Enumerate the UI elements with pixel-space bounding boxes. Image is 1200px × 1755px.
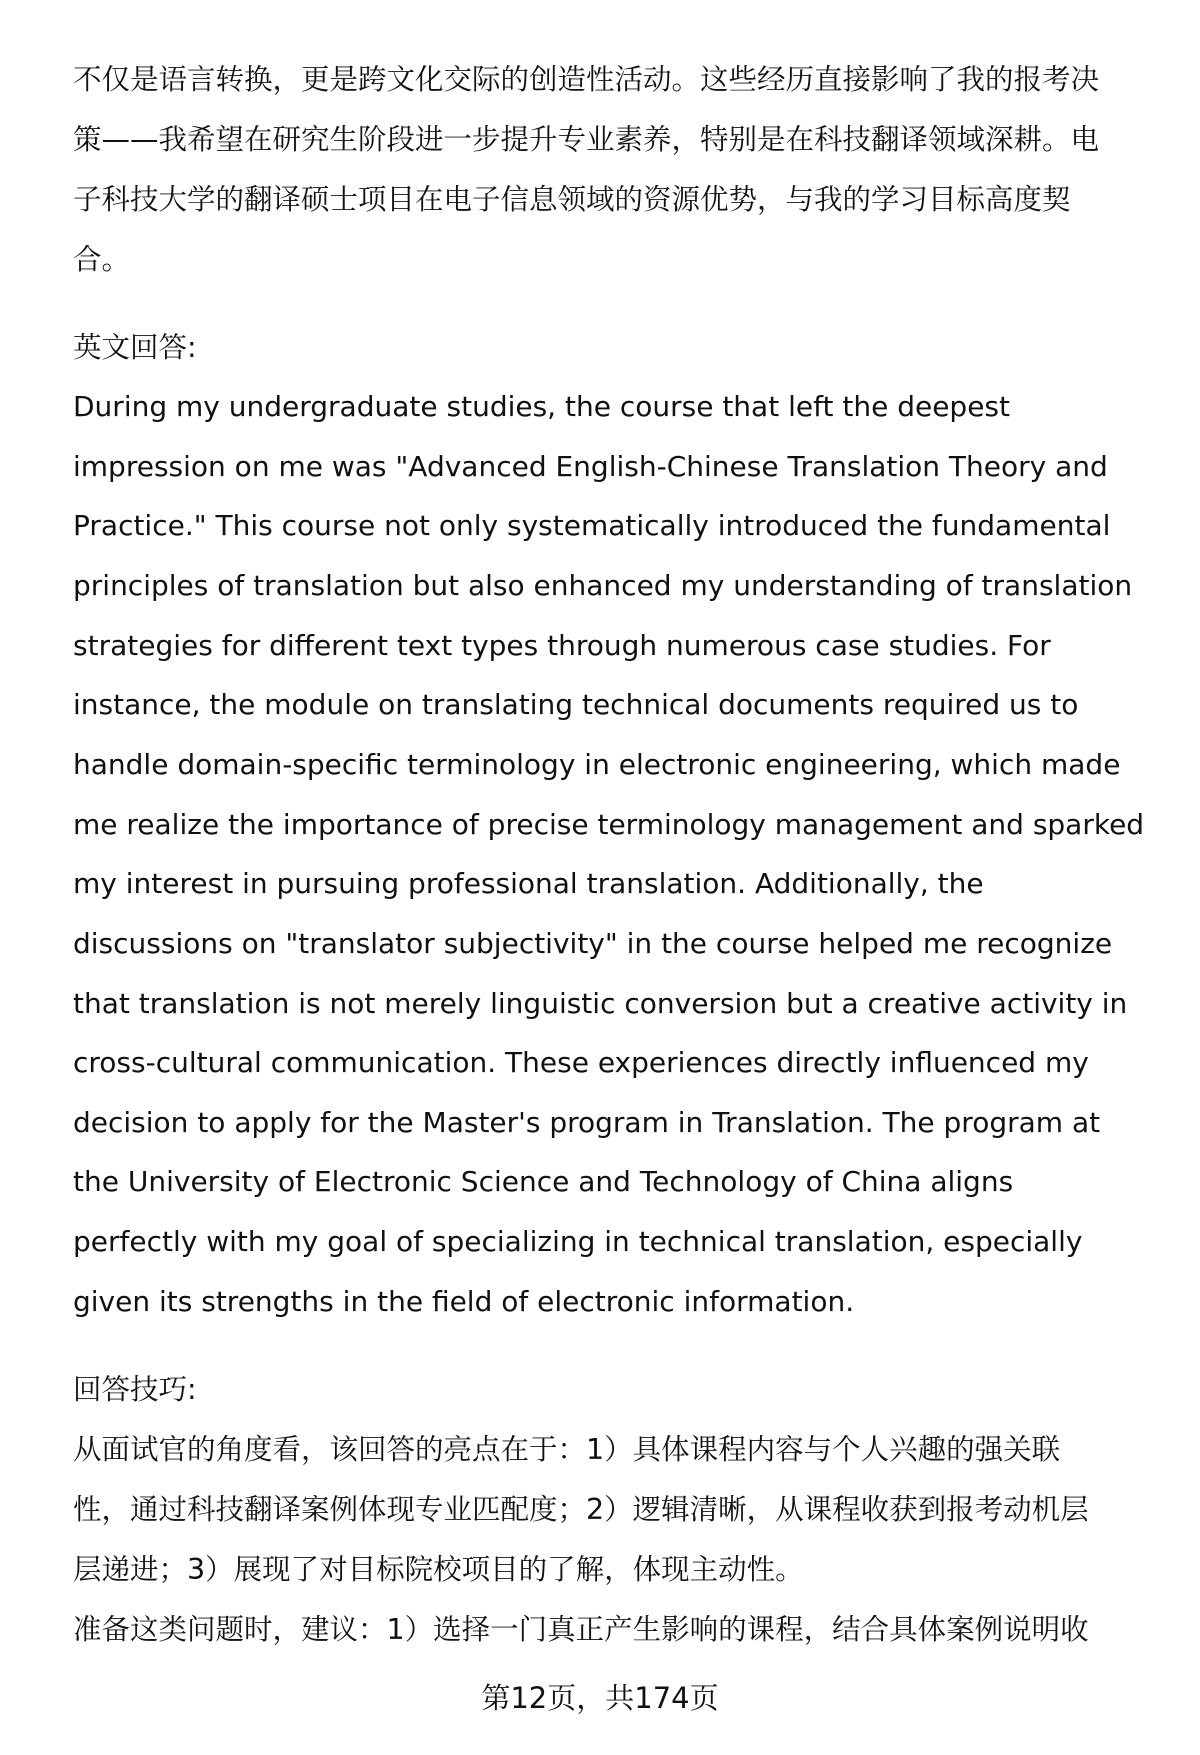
text-line: Practice." This course not only systematically introduced the fundamental xyxy=(73,509,1111,543)
text-line: 性，通过科技翻译案例体现专业匹配度；2）逻辑清晰，从课程收获到报考动机层 xyxy=(73,1493,1089,1526)
section-heading: 回答技巧: xyxy=(73,1373,197,1406)
text-line: 从面试官的角度看，该回答的亮点在于：1）具体课程内容与个人兴趣的强关联 xyxy=(73,1433,1061,1466)
text-line: the University of Electronic Science and Technology of China aligns xyxy=(73,1165,1014,1199)
text-line: that translation is not merely linguistic conversion but a creative activity in xyxy=(73,986,1128,1020)
text-line: 子科技大学的翻译硕士项目在电子信息领域的资源优势，与我的学习目标高度契 xyxy=(73,183,1071,216)
text-line: 准备这类问题时，建议：1）选择一门真正产生影响的课程，结合具体案例说明收 xyxy=(73,1613,1089,1646)
text-line: me realize the importance of precise terminology management and sparked xyxy=(73,807,1145,841)
text-line: 不仅是语言转换，更是跨文化交际的创造性活动。这些经历直接影响了我的报考决 xyxy=(73,63,1100,96)
text-line: perfectly with my goal of specializing in technical translation, especially xyxy=(73,1225,1083,1259)
text-line: During my undergraduate studies, the course that left the deepest xyxy=(73,390,1010,423)
text-line: my interest in pursuing professional translation. Additionally, the xyxy=(73,867,984,901)
section-heading: 英文回答: xyxy=(73,331,197,364)
text-line: 层递进；3）展现了对目标院校项目的了解，体现主动性。 xyxy=(73,1553,804,1586)
page-number: 第12页，共174页 xyxy=(481,1681,719,1715)
text-line: impression on me was "Advanced English-Chinese Translation Theory and xyxy=(73,449,1108,483)
text-line: principles of translation but also enhanced my understanding of translation xyxy=(73,568,1133,602)
text-line: 策——我希望在研究生阶段进一步提升专业素养，特别是在科技翻译领域深耕。电 xyxy=(73,123,1100,156)
text-line: 合。 xyxy=(73,243,131,276)
text-line: decision to apply for the Master's program in Translation. The program at xyxy=(73,1105,1101,1139)
text-line: instance, the module on translating technical documents required us to xyxy=(73,688,1079,722)
text-line: given its strengths in the field of electronic information. xyxy=(73,1284,855,1318)
text-line: discussions on "translator subjectivity" in the course helped me recognize xyxy=(73,926,1113,960)
text-line: handle domain-specific terminology in electronic engineering, which made xyxy=(73,747,1121,781)
text-line: strategies for different text types through numerous case studies. For xyxy=(73,628,1051,662)
text-line: cross-cultural communication. These experiences directly influenced my xyxy=(73,1046,1089,1080)
